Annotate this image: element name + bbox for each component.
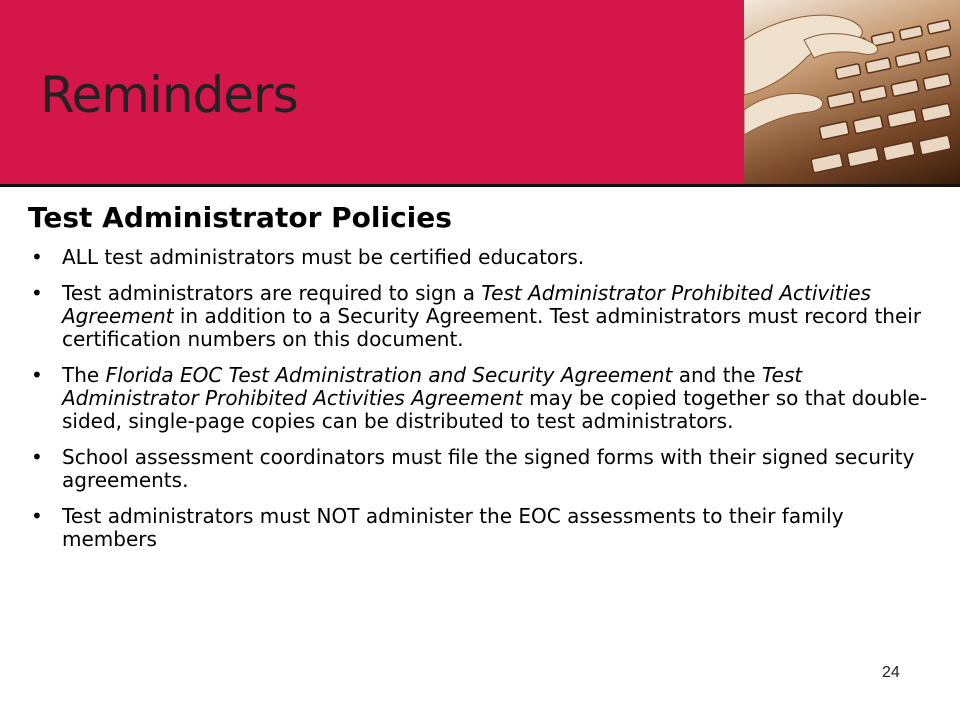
bullet-text: ALL test administrators must be certified educators.	[62, 245, 585, 270]
bullet-emphasis: Florida EOC Test Administration and Security Agreement	[105, 363, 673, 388]
bullet-emphasis: Test Administrator Prohibited Activities Agreement	[62, 281, 871, 329]
bullet-text: in addition to a Security Agreement. Test administrators must record their certification numbers on this document.	[62, 304, 922, 352]
bullet-text: Test administrators must NOT administer the EOC assessments to their family members	[62, 504, 844, 552]
bullet-icon: •	[31, 363, 43, 388]
keyboard-hands-illustration	[744, 0, 960, 184]
bullet-text: may be copied together so that double-sided, single-page copies can be distributed to test administrators.	[62, 386, 928, 434]
bullet-text: The	[62, 363, 106, 388]
list-item	[28, 446, 943, 492]
bullet-emphasis: Test Administrator Prohibited Activities Agreement	[62, 363, 803, 411]
list-item	[28, 364, 943, 433]
bullet-list	[28, 246, 943, 551]
bullet-text: School assessment coordinators must file the signed forms with their signed security agreements.	[62, 445, 915, 493]
bullet-text: Test administrators are required to sign a	[62, 281, 482, 306]
bullet-icon: •	[31, 281, 43, 306]
slide-title: Reminders	[40, 66, 298, 124]
list-item	[28, 282, 943, 351]
list-item	[28, 505, 943, 551]
bullet-icon: •	[31, 245, 43, 270]
page-number: 24	[882, 664, 900, 681]
list-item	[28, 246, 943, 269]
bullet-icon: •	[31, 504, 43, 529]
section-heading: Test Administrator Policies	[28, 201, 452, 234]
bullet-text: and the	[672, 363, 762, 388]
bullet-icon: •	[31, 445, 43, 470]
keyboard-photo	[744, 0, 960, 184]
header-divider	[0, 184, 960, 187]
slide-body	[28, 200, 943, 564]
